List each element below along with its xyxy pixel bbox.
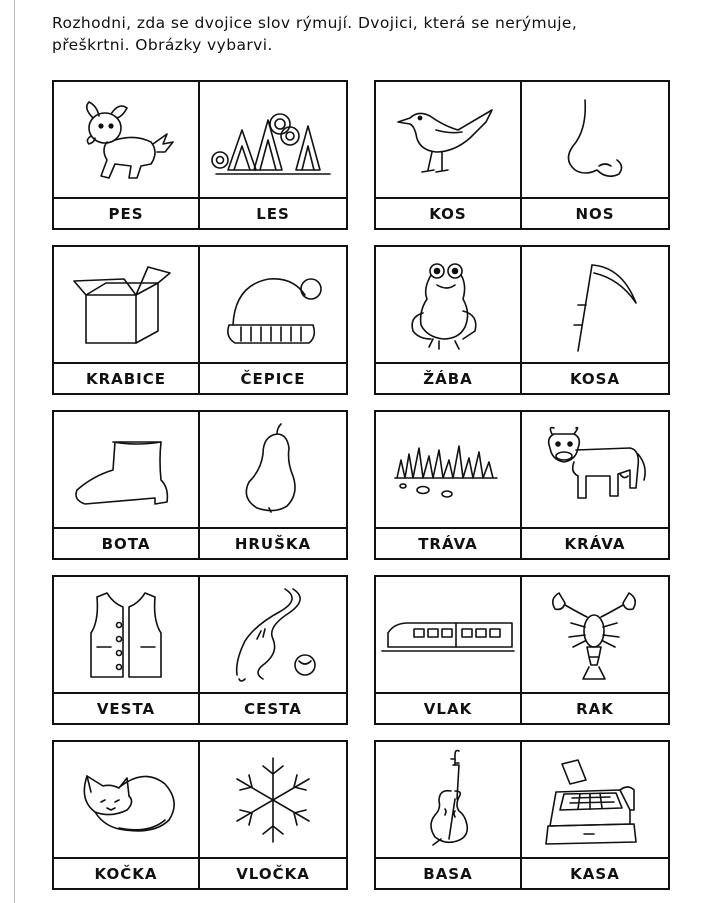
scythe-icon (522, 247, 668, 364)
nose-icon (522, 82, 668, 199)
frog-icon (376, 247, 522, 364)
word-les: LES (256, 204, 290, 223)
box-icon (54, 247, 200, 364)
forest-icon (200, 82, 346, 199)
cash-register-icon (522, 742, 668, 859)
word-cepice: ČEPICE (240, 369, 306, 388)
dog-icon (54, 82, 200, 199)
word-vesta: VESTA (54, 694, 200, 723)
instructions-line-1: Rozhodni, zda se dvojice slov rýmují. Dvojici, která se nerýmuje, (52, 14, 578, 32)
blackbird-icon (376, 82, 522, 199)
word-nos: NOS (575, 204, 615, 223)
rhyme-pair[interactable] (374, 410, 670, 560)
word-krabice: KRABICE (54, 364, 200, 393)
word-kasa: KASA (570, 864, 620, 883)
grass-icon (376, 412, 522, 529)
rhyme-pair[interactable] (52, 80, 348, 230)
instructions (52, 12, 672, 56)
cat-icon (54, 742, 200, 859)
vest-icon (54, 577, 200, 694)
word-pes: PES (54, 199, 200, 228)
margin-line (14, 0, 15, 903)
double-bass-icon (376, 742, 522, 859)
snowflake-icon (200, 742, 346, 859)
path-icon (200, 577, 346, 694)
word-rak: RAK (576, 699, 614, 718)
word-hruska: HRUŠKA (234, 534, 312, 553)
word-cesta: CESTA (244, 699, 302, 718)
crayfish-icon (522, 577, 668, 694)
rhyme-pairs-grid (52, 80, 670, 890)
cow-icon (522, 412, 668, 529)
pear-icon (200, 412, 346, 529)
rhyme-pair[interactable] (374, 80, 670, 230)
word-vlak: VLAK (376, 694, 522, 723)
rhyme-pair[interactable] (374, 245, 670, 395)
rhyme-pair[interactable] (52, 575, 348, 725)
hat-icon (200, 247, 346, 364)
word-bota: BOTA (54, 529, 200, 558)
rhyme-pair[interactable] (52, 740, 348, 890)
word-basa: BASA (376, 859, 522, 888)
word-kosa: KOSA (569, 369, 621, 388)
instructions-line-2: přeškrtni. Obrázky vybarvi. (52, 36, 273, 54)
rhyme-pair[interactable] (52, 245, 348, 395)
word-kos: KOS (376, 199, 522, 228)
rhyme-pair[interactable] (374, 740, 670, 890)
word-trava: TRÁVA (376, 529, 522, 558)
rhyme-pair[interactable] (374, 575, 670, 725)
word-zaba: ŽÁBA (376, 364, 522, 393)
word-vlocka: VLOČKA (236, 864, 310, 883)
word-kocka: KOČKA (54, 859, 200, 888)
boot-icon (54, 412, 200, 529)
rhyme-pair[interactable] (52, 410, 348, 560)
word-krava: KRÁVA (564, 534, 626, 553)
train-icon (376, 577, 522, 694)
